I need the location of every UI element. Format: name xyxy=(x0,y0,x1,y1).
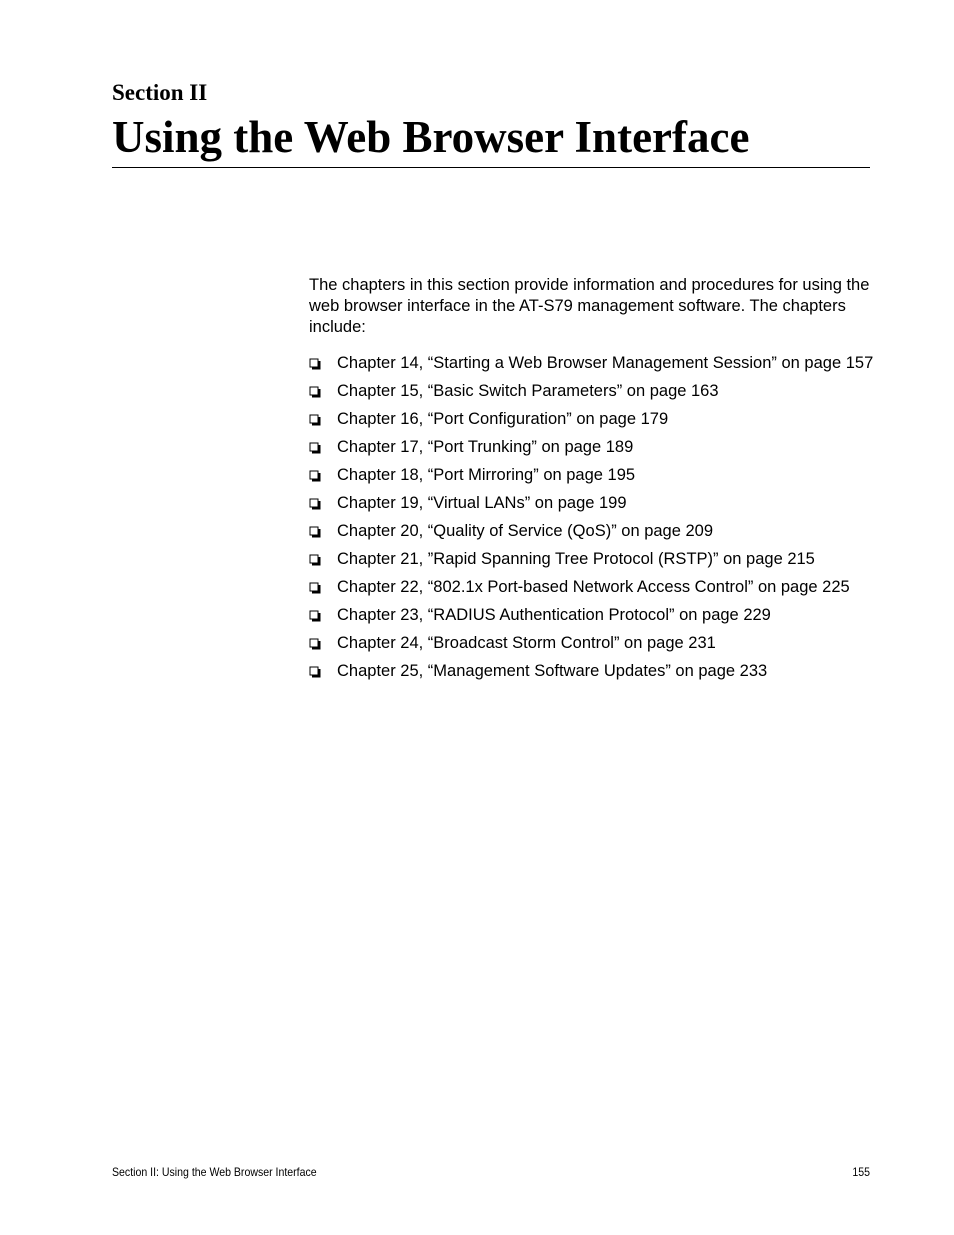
chapter-list-item xyxy=(309,549,874,570)
hollow-square-bullet-icon xyxy=(309,470,321,482)
chapter-list-item xyxy=(309,577,874,598)
chapter-list-item-text: Chapter 15, “Basic Switch Parameters” on page 163 xyxy=(337,382,719,400)
hollow-square-bullet-icon xyxy=(309,386,321,398)
hollow-square-bullet-icon xyxy=(309,638,321,650)
chapter-list-item xyxy=(309,381,874,402)
hollow-square-bullet-icon xyxy=(309,526,321,538)
hollow-square-bullet-icon xyxy=(309,554,321,566)
chapter-list-item-text: Chapter 23, “RADIUS Authentication Protocol” on page 229 xyxy=(337,606,771,624)
section-label: Section II xyxy=(112,80,208,105)
chapter-list-item-text: Chapter 16, “Port Configuration” on page 179 xyxy=(337,410,669,428)
chapter-list-item xyxy=(309,605,874,626)
chapter-list-item-text: Chapter 17, “Port Trunking” on page 189 xyxy=(337,438,634,456)
chapter-list-item-text: Chapter 22, “802.1x Port-based Network Access Control” on page 225 xyxy=(337,578,850,596)
footer-section-title: Section II: Using the Web Browser Interface xyxy=(112,1165,317,1179)
chapter-list-item xyxy=(309,437,874,458)
chapter-list-item xyxy=(309,521,874,542)
page-title: Using the Web Browser Interface xyxy=(112,112,750,162)
hollow-square-bullet-icon xyxy=(309,414,321,426)
chapter-list-item xyxy=(309,493,874,514)
title-divider xyxy=(112,167,870,168)
chapter-list-item-text: Chapter 25, “Management Software Updates” on page 233 xyxy=(337,662,768,680)
hollow-square-bullet-icon xyxy=(309,582,321,594)
intro-paragraph: The chapters in this section provide information and procedures for using the web browser interface in the AT-S79 management software. The chapters include: xyxy=(309,276,870,336)
chapter-list-item-text: Chapter 21, ”Rapid Spanning Tree Protocol (RSTP)” on page 215 xyxy=(337,550,815,568)
chapter-list-item-text: Chapter 19, “Virtual LANs” on page 199 xyxy=(337,494,627,512)
hollow-square-bullet-icon xyxy=(309,666,321,678)
chapter-list-item xyxy=(309,353,874,374)
chapter-list-item xyxy=(309,661,874,682)
hollow-square-bullet-icon xyxy=(309,358,321,370)
chapter-list-item xyxy=(309,465,874,486)
chapter-list-item xyxy=(309,409,874,430)
chapter-list xyxy=(309,353,874,689)
chapter-list-item xyxy=(309,633,874,654)
chapter-list-item-text: Chapter 18, “Port Mirroring” on page 195 xyxy=(337,466,636,484)
hollow-square-bullet-icon xyxy=(309,442,321,454)
chapter-list-item-text: Chapter 14, “Starting a Web Browser Management Session” on page 157 xyxy=(337,354,874,372)
footer-page-number: 155 xyxy=(852,1165,870,1179)
chapter-list-item-text: Chapter 24, “Broadcast Storm Control” on page 231 xyxy=(337,634,716,652)
hollow-square-bullet-icon xyxy=(309,610,321,622)
chapter-list-item-text: Chapter 20, “Quality of Service (QoS)” on page 209 xyxy=(337,522,714,540)
hollow-square-bullet-icon xyxy=(309,498,321,510)
